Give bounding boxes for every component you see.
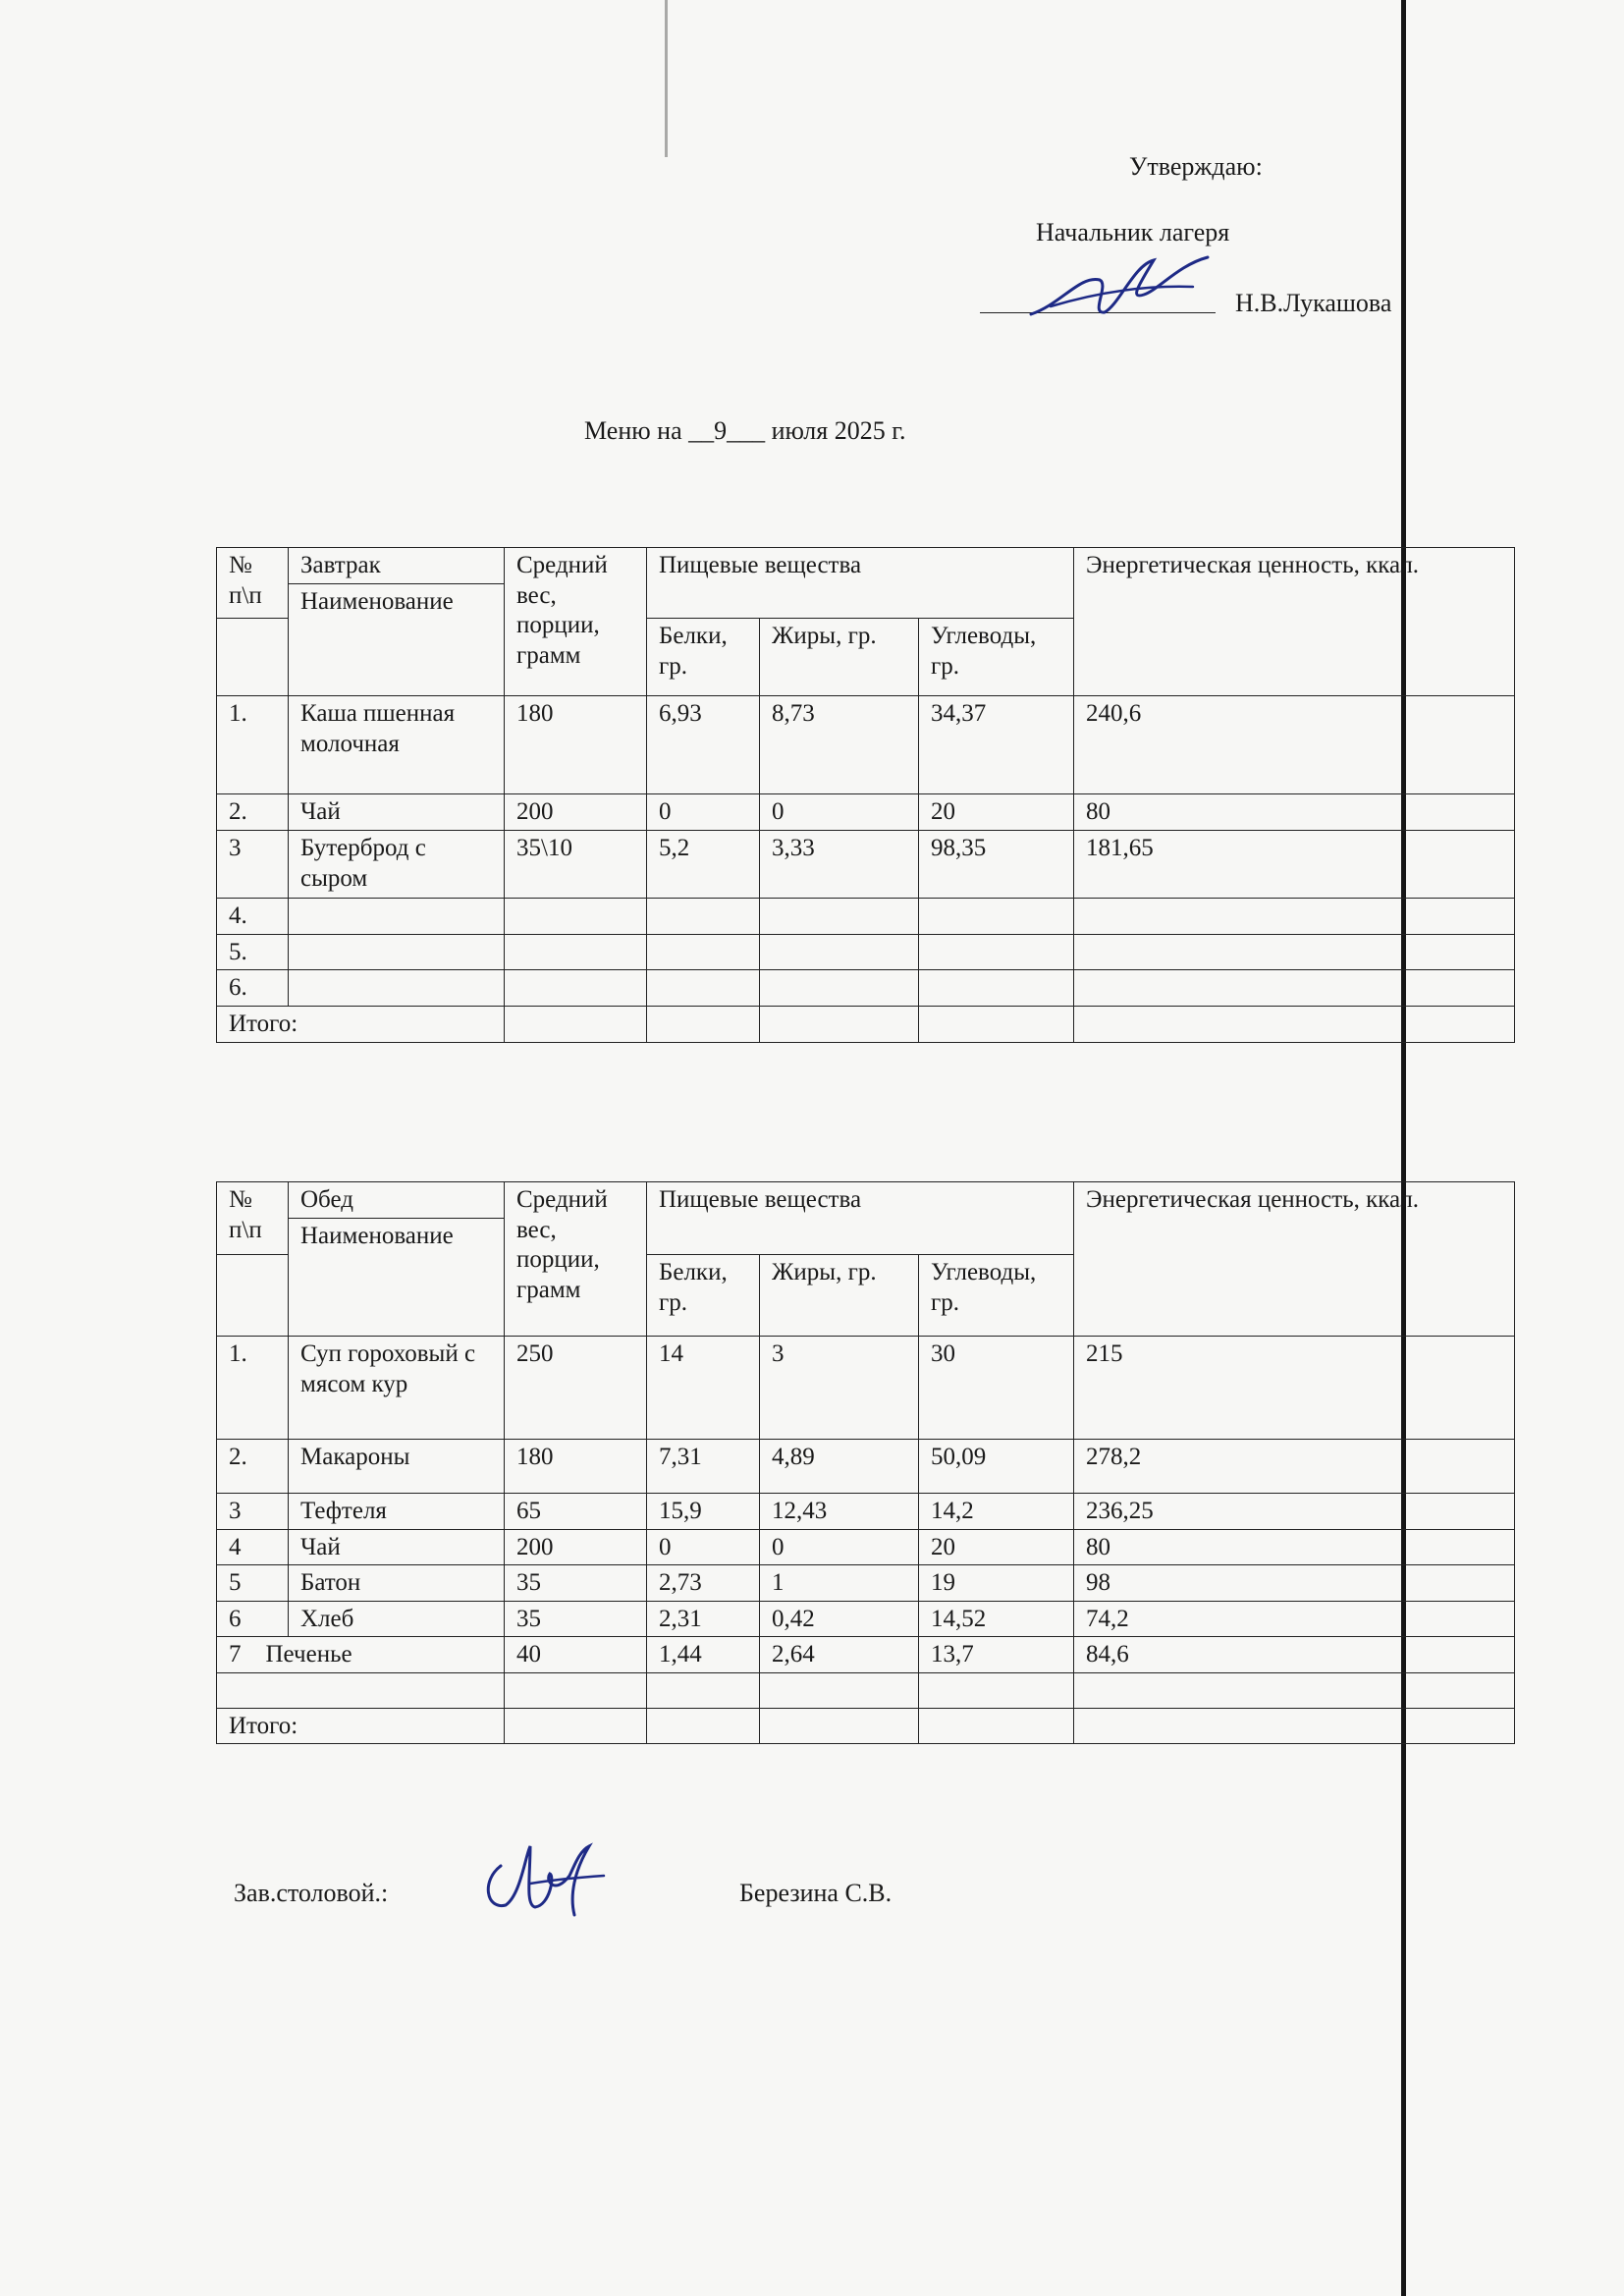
cell-weight: 35 [505, 1565, 647, 1602]
cell-fat: 0 [760, 1529, 919, 1565]
table-row [217, 1601, 1515, 1637]
table-row [217, 970, 1515, 1007]
lunch-table [216, 1181, 1515, 1744]
breakfast-table [216, 547, 1515, 1043]
cell-no: 2. [217, 1440, 289, 1494]
cell-protein [647, 899, 760, 935]
cell-fat [760, 934, 919, 970]
cell-carbs [919, 934, 1074, 970]
cell-fat [760, 970, 919, 1007]
header-no-continued [217, 619, 289, 696]
approver-signature [1021, 246, 1218, 334]
cell-name: Чай [289, 794, 505, 831]
cell-fat: 8,73 [760, 696, 919, 794]
total-weight [505, 1006, 647, 1042]
cell-energy: 74,2 [1074, 1601, 1515, 1637]
approver-position: Начальник лагеря [1036, 218, 1230, 246]
total-fat [760, 1006, 919, 1042]
cell-protein: 2,31 [647, 1601, 760, 1637]
cell-no: 1. [217, 1337, 289, 1440]
header-carbs: Углеводы, гр. [919, 619, 1074, 696]
cell-protein: 5,2 [647, 831, 760, 899]
cell-energy [1074, 934, 1515, 970]
header-weight: Средний вес, порции, грамм [505, 548, 647, 696]
cell-no: 3 [217, 831, 289, 899]
cell-name: Батон [289, 1565, 505, 1602]
cell-carbs: 20 [919, 794, 1074, 831]
cell-weight: 35 [505, 1601, 647, 1637]
cell-energy: 240,6 [1074, 696, 1515, 794]
approver-name: Н.В.Лукашова [1235, 289, 1392, 317]
cell-carbs: 14,2 [919, 1494, 1074, 1530]
cell-no: 6. [217, 970, 289, 1007]
total-row [217, 1708, 1515, 1744]
cell-fat: 2,64 [760, 1637, 919, 1673]
table-row [217, 1637, 1515, 1673]
header-nutrients: Пищевые вещества [647, 548, 1074, 619]
header-weight: Средний вес, порции, грамм [505, 1182, 647, 1337]
header-name: Наименование [289, 1219, 505, 1337]
cell-energy: 215 [1074, 1337, 1515, 1440]
cell-carbs [919, 970, 1074, 1007]
cell-fat [760, 1672, 919, 1708]
cell-carbs: 14,52 [919, 1601, 1074, 1637]
table-row [217, 934, 1515, 970]
cell-weight: 65 [505, 1494, 647, 1530]
table-row [217, 899, 1515, 935]
cell-carbs [919, 899, 1074, 935]
cell-carbs: 19 [919, 1565, 1074, 1602]
cell-protein: 2,73 [647, 1565, 760, 1602]
cell-weight [505, 934, 647, 970]
cell-protein: 6,93 [647, 696, 760, 794]
table-row [217, 1440, 1515, 1494]
header-fat: Жиры, гр. [760, 619, 919, 696]
cell-energy: 80 [1074, 1529, 1515, 1565]
cell-carbs: 20 [919, 1529, 1074, 1565]
cell-energy [1074, 970, 1515, 1007]
table-row [217, 831, 1515, 899]
cell-energy [1074, 899, 1515, 935]
cell-name: Суп гороховый с мясом кур [289, 1337, 505, 1440]
header-no: № п\п [217, 548, 289, 619]
cell-protein: 1,44 [647, 1637, 760, 1673]
cell-weight: 180 [505, 1440, 647, 1494]
cell-carbs: 30 [919, 1337, 1074, 1440]
cell-name: Каша пшенная молочная [289, 696, 505, 794]
cell-fat: 3 [760, 1337, 919, 1440]
table-row [217, 1494, 1515, 1530]
cell-no: 1. [217, 696, 289, 794]
table-row [217, 1672, 1515, 1708]
cell-energy: 278,2 [1074, 1440, 1515, 1494]
total-label: Итого: [217, 1708, 505, 1744]
cell-carbs: 50,09 [919, 1440, 1074, 1494]
cell-no: 5. [217, 934, 289, 970]
cell-no: 4. [217, 899, 289, 935]
total-protein [647, 1006, 760, 1042]
total-carbs [919, 1006, 1074, 1042]
cell-weight: 40 [505, 1637, 647, 1673]
table-row [217, 1565, 1515, 1602]
cell-name [289, 899, 505, 935]
cell-energy: 80 [1074, 794, 1515, 831]
cell-no: 2. [217, 794, 289, 831]
cell-weight: 180 [505, 696, 647, 794]
cell-protein [647, 1672, 760, 1708]
header-fat: Жиры, гр. [760, 1255, 919, 1337]
cell-carbs: 98,35 [919, 831, 1074, 899]
cell-fat: 4,89 [760, 1440, 919, 1494]
cell-protein: 7,31 [647, 1440, 760, 1494]
cell-no: 3 [217, 1494, 289, 1530]
header-name: Наименование [289, 584, 505, 696]
header-meal: Завтрак [289, 548, 505, 584]
cell-protein: 15,9 [647, 1494, 760, 1530]
cell-name: Макароны [289, 1440, 505, 1494]
cell-fat: 1 [760, 1565, 919, 1602]
title-rest: июля 2025 г. [771, 416, 906, 445]
cell-no-name: 7 Печенье [217, 1637, 505, 1673]
table-row [217, 1529, 1515, 1565]
cell-carbs: 34,37 [919, 696, 1074, 794]
canteen-manager-signature [476, 1836, 614, 1925]
header-protein: Белки, гр. [647, 619, 760, 696]
cell-weight [505, 899, 647, 935]
table-row [217, 1337, 1515, 1440]
cell-fat: 0,42 [760, 1601, 919, 1637]
cell-protein [647, 970, 760, 1007]
approve-label: Утверждаю: [1129, 152, 1263, 181]
cell-no: 4 [217, 1529, 289, 1565]
total-label: Итого: [217, 1006, 505, 1042]
cell-weight: 35\10 [505, 831, 647, 899]
cell-name: Бутерброд с сыром [289, 831, 505, 899]
cell-fat [760, 899, 919, 935]
cell-no: 6 [217, 1601, 289, 1637]
title-day: 9 [714, 416, 728, 445]
title-prefix: Меню на [584, 416, 682, 445]
total-weight [505, 1708, 647, 1744]
total-fat [760, 1708, 919, 1744]
total-carbs [919, 1708, 1074, 1744]
cell-weight: 200 [505, 1529, 647, 1565]
header-carbs: Углеводы, гр. [919, 1255, 1074, 1337]
header-meal: Обед [289, 1182, 505, 1219]
table-row [217, 794, 1515, 831]
cell-name: Чай [289, 1529, 505, 1565]
cell-energy: 98 [1074, 1565, 1515, 1602]
cell-no: 5 [217, 1565, 289, 1602]
cell-no-name [217, 1672, 505, 1708]
header-no-continued [217, 1255, 289, 1337]
cell-fat: 12,43 [760, 1494, 919, 1530]
cell-energy: 181,65 [1074, 831, 1515, 899]
header-protein: Белки, гр. [647, 1255, 760, 1337]
menu-title: Меню на __9___ июля 2025 г. [584, 416, 906, 445]
canteen-manager-label: Зав.столовой.: [234, 1879, 389, 1907]
canteen-manager-name: Березина С.В. [739, 1879, 893, 1907]
scan-edge-line [1401, 0, 1406, 2296]
total-energy [1074, 1708, 1515, 1744]
total-protein [647, 1708, 760, 1744]
scan-fold-line [665, 0, 668, 157]
cell-carbs: 13,7 [919, 1637, 1074, 1673]
cell-protein: 14 [647, 1337, 760, 1440]
header-energy: Энергетическая ценность, ккал. [1074, 548, 1515, 696]
cell-energy [1074, 1672, 1515, 1708]
cell-weight: 250 [505, 1337, 647, 1440]
cell-name [289, 970, 505, 1007]
cell-energy: 236,25 [1074, 1494, 1515, 1530]
cell-protein: 0 [647, 794, 760, 831]
header-energy: Энергетическая ценность, ккал. [1074, 1182, 1515, 1337]
cell-weight: 200 [505, 794, 647, 831]
header-nutrients: Пищевые вещества [647, 1182, 1074, 1255]
cell-name: Хлеб [289, 1601, 505, 1637]
cell-fat: 0 [760, 794, 919, 831]
cell-fat: 3,33 [760, 831, 919, 899]
header-no: № п\п [217, 1182, 289, 1255]
cell-weight [505, 1672, 647, 1708]
total-row [217, 1006, 1515, 1042]
cell-name [289, 934, 505, 970]
cell-protein: 0 [647, 1529, 760, 1565]
cell-weight [505, 970, 647, 1007]
cell-protein [647, 934, 760, 970]
cell-energy: 84,6 [1074, 1637, 1515, 1673]
table-row [217, 696, 1515, 794]
cell-carbs [919, 1672, 1074, 1708]
total-energy [1074, 1006, 1515, 1042]
cell-name: Тефтеля [289, 1494, 505, 1530]
